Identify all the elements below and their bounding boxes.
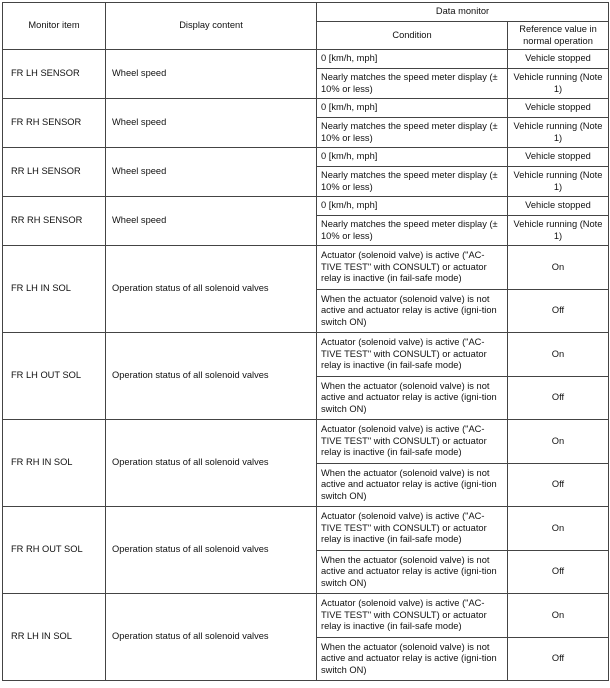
reference-value-cell: On (508, 333, 609, 377)
reference-value-cell: Vehicle running (Note 1) (508, 216, 609, 246)
condition-cell: Actuator (solenoid valve) is active ("AC-TIVE TEST" with CONSULT) or actuator relay is inactive (in fail-safe mode) (317, 507, 508, 551)
display-content-cell: Operation status of all solenoid valves (106, 420, 317, 507)
reference-value-cell: Vehicle stopped (508, 197, 609, 216)
reference-value-cell: Off (508, 638, 609, 681)
data-monitor-header: Data monitor (317, 3, 609, 22)
reference-value-cell: On (508, 594, 609, 638)
reference-value-cell: Vehicle running (Note 1) (508, 167, 609, 197)
condition-cell: Actuator (solenoid valve) is active ("AC-TIVE TEST" with CONSULT) or actuator relay is inactive (in fail-safe mode) (317, 333, 508, 377)
display-content-cell: Wheel speed (106, 197, 317, 246)
condition-cell: Actuator (solenoid valve) is active ("AC-TIVE TEST" with CONSULT) or actuator relay is inactive (in fail-safe mode) (317, 420, 508, 464)
reference-value-cell: On (508, 246, 609, 290)
monitor-item-cell: FR LH IN SOL (3, 246, 106, 333)
monitor-item-cell: FR LH SENSOR (3, 50, 106, 99)
condition-cell: When the actuator (solenoid valve) is not active and actuator relay is active (igni-tion switch ON) (317, 290, 508, 333)
condition-cell: Nearly matches the speed meter display (± 10% or less) (317, 69, 508, 99)
display-content-cell: Operation status of all solenoid valves (106, 246, 317, 333)
condition-cell: When the actuator (solenoid valve) is not active and actuator relay is active (igni-tion switch ON) (317, 377, 508, 420)
monitor-item-cell: FR RH IN SOL (3, 420, 106, 507)
reference-value-cell: On (508, 507, 609, 551)
table-header (3, 3, 609, 50)
condition-header: Condition (317, 22, 508, 50)
reference-value-cell: On (508, 420, 609, 464)
header-row (3, 3, 609, 22)
table-row (3, 197, 609, 216)
table-row (3, 246, 609, 290)
reference-value-cell: Off (508, 377, 609, 420)
reference-value-cell: Vehicle running (Note 1) (508, 118, 609, 148)
monitor-item-cell: RR LH IN SOL (3, 594, 106, 681)
monitor-item-cell: RR RH SENSOR (3, 197, 106, 246)
reference-value-cell: Vehicle stopped (508, 148, 609, 167)
reference-value-cell: Vehicle running (Note 1) (508, 69, 609, 99)
table-row (3, 148, 609, 167)
table-row (3, 99, 609, 118)
condition-cell: 0 [km/h, mph] (317, 197, 508, 216)
data-monitor-table (2, 2, 609, 681)
display-content-cell: Operation status of all solenoid valves (106, 333, 317, 420)
display-content-header: Display content (106, 3, 317, 50)
table-row (3, 50, 609, 69)
table-row (3, 333, 609, 377)
condition-cell: When the actuator (solenoid valve) is not active and actuator relay is active (igni-tion switch ON) (317, 638, 508, 681)
condition-cell: When the actuator (solenoid valve) is not active and actuator relay is active (igni-tion switch ON) (317, 551, 508, 594)
reference-value-cell: Off (508, 551, 609, 594)
monitor-item-header: Monitor item (3, 3, 106, 50)
monitor-item-cell: FR LH OUT SOL (3, 333, 106, 420)
reference-value-header: Reference value in normal operation (508, 22, 609, 50)
display-content-cell: Wheel speed (106, 148, 317, 197)
monitor-item-cell: FR RH OUT SOL (3, 507, 106, 594)
table-row (3, 507, 609, 551)
condition-cell: 0 [km/h, mph] (317, 148, 508, 167)
condition-cell: When the actuator (solenoid valve) is not active and actuator relay is active (igni-tion switch ON) (317, 464, 508, 507)
condition-cell: Actuator (solenoid valve) is active ("AC-TIVE TEST" with CONSULT) or actuator relay is inactive (in fail-safe mode) (317, 594, 508, 638)
display-content-cell: Wheel speed (106, 50, 317, 99)
reference-value-cell: Off (508, 290, 609, 333)
monitor-item-cell: FR RH SENSOR (3, 99, 106, 148)
reference-value-cell: Vehicle stopped (508, 99, 609, 118)
table-row (3, 594, 609, 638)
condition-cell: Actuator (solenoid valve) is active ("AC-TIVE TEST" with CONSULT) or actuator relay is inactive (in fail-safe mode) (317, 246, 508, 290)
condition-cell: Nearly matches the speed meter display (± 10% or less) (317, 216, 508, 246)
monitor-item-cell: RR LH SENSOR (3, 148, 106, 197)
table-body (3, 50, 609, 681)
reference-value-cell: Vehicle stopped (508, 50, 609, 69)
condition-cell: Nearly matches the speed meter display (± 10% or less) (317, 118, 508, 148)
reference-value-cell: Off (508, 464, 609, 507)
display-content-cell: Wheel speed (106, 99, 317, 148)
condition-cell: 0 [km/h, mph] (317, 99, 508, 118)
display-content-cell: Operation status of all solenoid valves (106, 507, 317, 594)
condition-cell: Nearly matches the speed meter display (± 10% or less) (317, 167, 508, 197)
condition-cell: 0 [km/h, mph] (317, 50, 508, 69)
table-row (3, 420, 609, 464)
display-content-cell: Operation status of all solenoid valves (106, 594, 317, 681)
